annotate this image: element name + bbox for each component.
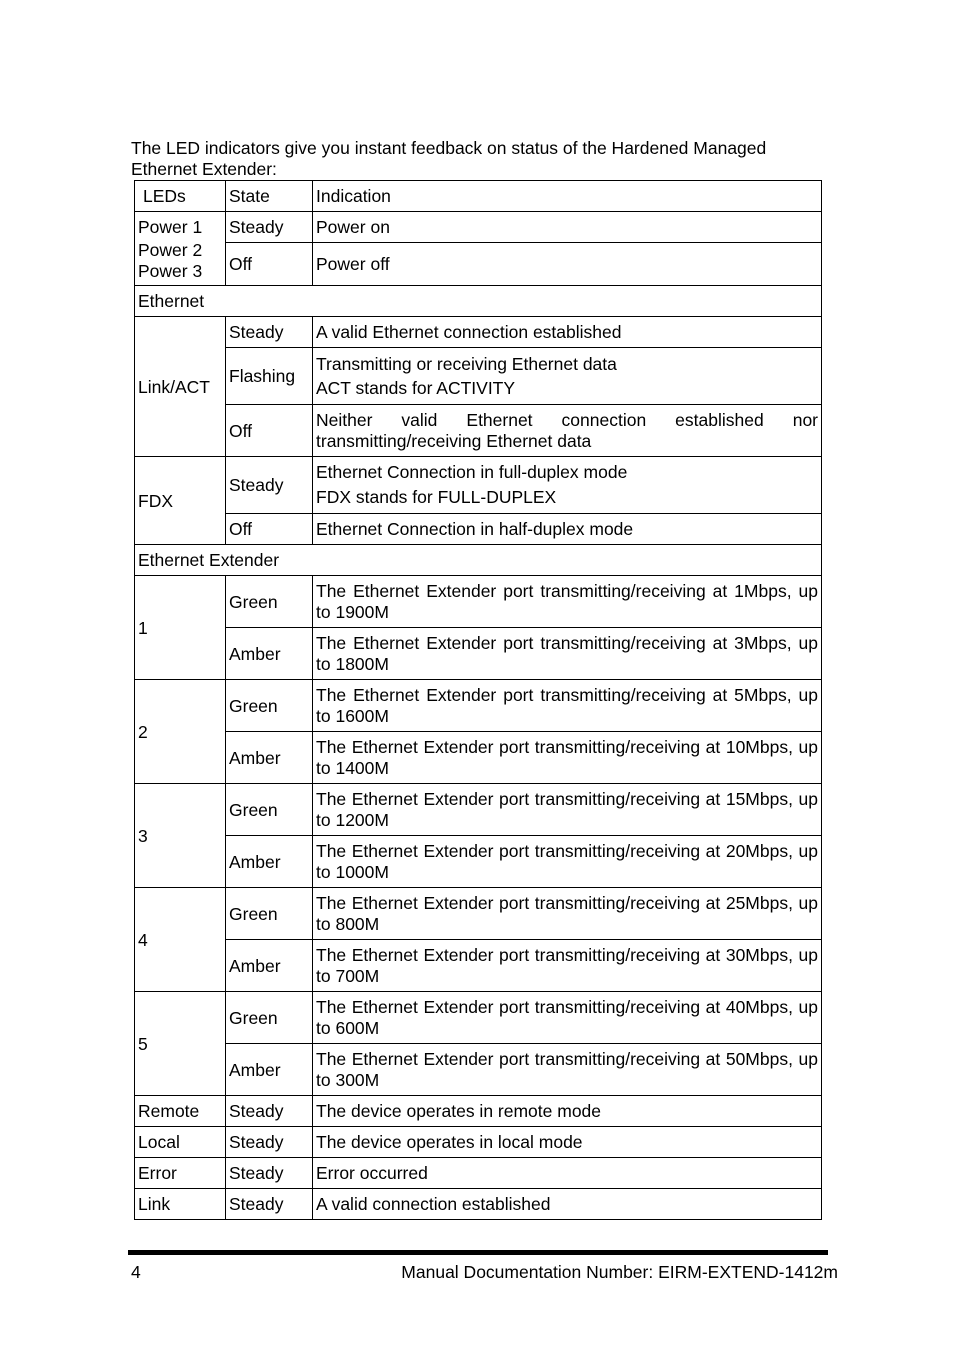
table-row [135, 628, 822, 680]
led-fdx: FDX [135, 457, 226, 545]
led-power-1: Power 1 [138, 217, 203, 237]
state-cell: Off [226, 514, 313, 545]
footer-rule [128, 1250, 828, 1255]
indication-cell: The device operates in local mode [313, 1127, 822, 1158]
state-cell: Amber [226, 836, 313, 888]
indication-cell: Power on [313, 212, 822, 243]
header-leds: LEDs [135, 181, 226, 212]
indication-line: Ethernet Connection in full-duplex mode [316, 462, 628, 482]
indication-cell: The Ethernet Extender port transmitting/receiving at 25Mbps, up to 800M [313, 888, 822, 940]
page-number: 4 [131, 1262, 141, 1282]
state-cell: Steady [226, 1096, 313, 1127]
led-power-2: Power 2 [138, 240, 203, 260]
led-link: Link [135, 1189, 226, 1220]
table-row [135, 348, 822, 405]
table-row [135, 405, 822, 457]
indication-cell: Ethernet Connection in half-duplex mode [313, 514, 822, 545]
led-table [134, 180, 822, 1220]
indication-cell: A valid Ethernet connection established [313, 317, 822, 348]
table-row [135, 784, 822, 836]
table-row [135, 1044, 822, 1096]
indication-line: ACT stands for ACTIVITY [316, 378, 516, 398]
indication-cell: The Ethernet Extender port transmitting/receiving at 1Mbps, up to 1900M [313, 576, 822, 628]
table-row [135, 732, 822, 784]
state-cell: Steady [226, 1127, 313, 1158]
led-remote: Remote [135, 1096, 226, 1127]
state-cell: Green [226, 680, 313, 732]
indication-cell: The device operates in remote mode [313, 1096, 822, 1127]
indication-cell: The Ethernet Extender port transmitting/receiving at 50Mbps, up to 300M [313, 1044, 822, 1096]
table-row [135, 1127, 822, 1158]
indication-cell: The Ethernet Extender port transmitting/receiving at 20Mbps, up to 1000M [313, 836, 822, 888]
state-cell: Amber [226, 1044, 313, 1096]
header-row [135, 181, 822, 212]
table-row [135, 514, 822, 545]
table-row [135, 457, 822, 514]
led-power [135, 212, 226, 286]
indication-line: Transmitting or receiving Ethernet data [316, 354, 617, 374]
state-cell: Steady [226, 317, 313, 348]
indication-cell: The Ethernet Extender port transmitting/receiving at 5Mbps, up to 1600M [313, 680, 822, 732]
indication-cell: Neither valid Ethernet connection established nor transmitting/receiving Ethernet data [313, 405, 822, 457]
table-row [135, 1096, 822, 1127]
table-row [135, 212, 822, 243]
indication-cell: The Ethernet Extender port transmitting/receiving at 30Mbps, up to 700M [313, 940, 822, 992]
indication-cell: A valid connection established [313, 1189, 822, 1220]
indication-cell [313, 348, 822, 405]
state-cell: Green [226, 784, 313, 836]
led-linkact: Link/ACT [135, 317, 226, 457]
state-cell: Amber [226, 940, 313, 992]
header-state: State [226, 181, 313, 212]
state-cell: Green [226, 576, 313, 628]
state-cell: Steady [226, 1189, 313, 1220]
section-label: Ethernet Extender [135, 545, 822, 576]
led-port: 4 [135, 888, 226, 992]
indication-cell: Power off [313, 243, 822, 286]
led-local: Local [135, 1127, 226, 1158]
state-cell: Flashing [226, 348, 313, 405]
table-row [135, 680, 822, 732]
led-port: 2 [135, 680, 226, 784]
indication-cell: Error occurred [313, 1158, 822, 1189]
state-cell: Off [226, 243, 313, 286]
header-indication: Indication [313, 181, 822, 212]
section-row-extender [135, 545, 822, 576]
led-port: 5 [135, 992, 226, 1096]
led-error: Error [135, 1158, 226, 1189]
table-row [135, 1189, 822, 1220]
table-row [135, 940, 822, 992]
table-row [135, 1158, 822, 1189]
indication-line: FDX stands for FULL-DUPLEX [316, 487, 557, 507]
state-cell: Green [226, 992, 313, 1044]
led-port: 3 [135, 784, 226, 888]
section-label: Ethernet [135, 286, 822, 317]
table-row [135, 888, 822, 940]
indication-cell: The Ethernet Extender port transmitting/receiving at 15Mbps, up to 1200M [313, 784, 822, 836]
state-cell: Steady [226, 212, 313, 243]
table-row [135, 317, 822, 348]
state-cell: Amber [226, 628, 313, 680]
indication-cell: The Ethernet Extender port transmitting/receiving at 10Mbps, up to 1400M [313, 732, 822, 784]
led-port: 1 [135, 576, 226, 680]
state-cell: Off [226, 405, 313, 457]
table-row [135, 243, 822, 286]
state-cell: Steady [226, 457, 313, 514]
section-row-ethernet [135, 286, 822, 317]
indication-cell: The Ethernet Extender port transmitting/receiving at 40Mbps, up to 600M [313, 992, 822, 1044]
state-cell: Green [226, 888, 313, 940]
indication-cell [313, 457, 822, 514]
table-row [135, 576, 822, 628]
table-row [135, 992, 822, 1044]
doc-number: Manual Documentation Number: EIRM-EXTEND-1412m [401, 1262, 838, 1282]
table-row [135, 836, 822, 888]
indication-cell: The Ethernet Extender port transmitting/receiving at 3Mbps, up to 1800M [313, 628, 822, 680]
state-cell: Steady [226, 1158, 313, 1189]
intro-paragraph: The LED indicators give you instant feedback on status of the Hardened Managed Ethernet Extender: [131, 138, 767, 179]
state-cell: Amber [226, 732, 313, 784]
led-power-3: Power 3 [138, 261, 203, 281]
